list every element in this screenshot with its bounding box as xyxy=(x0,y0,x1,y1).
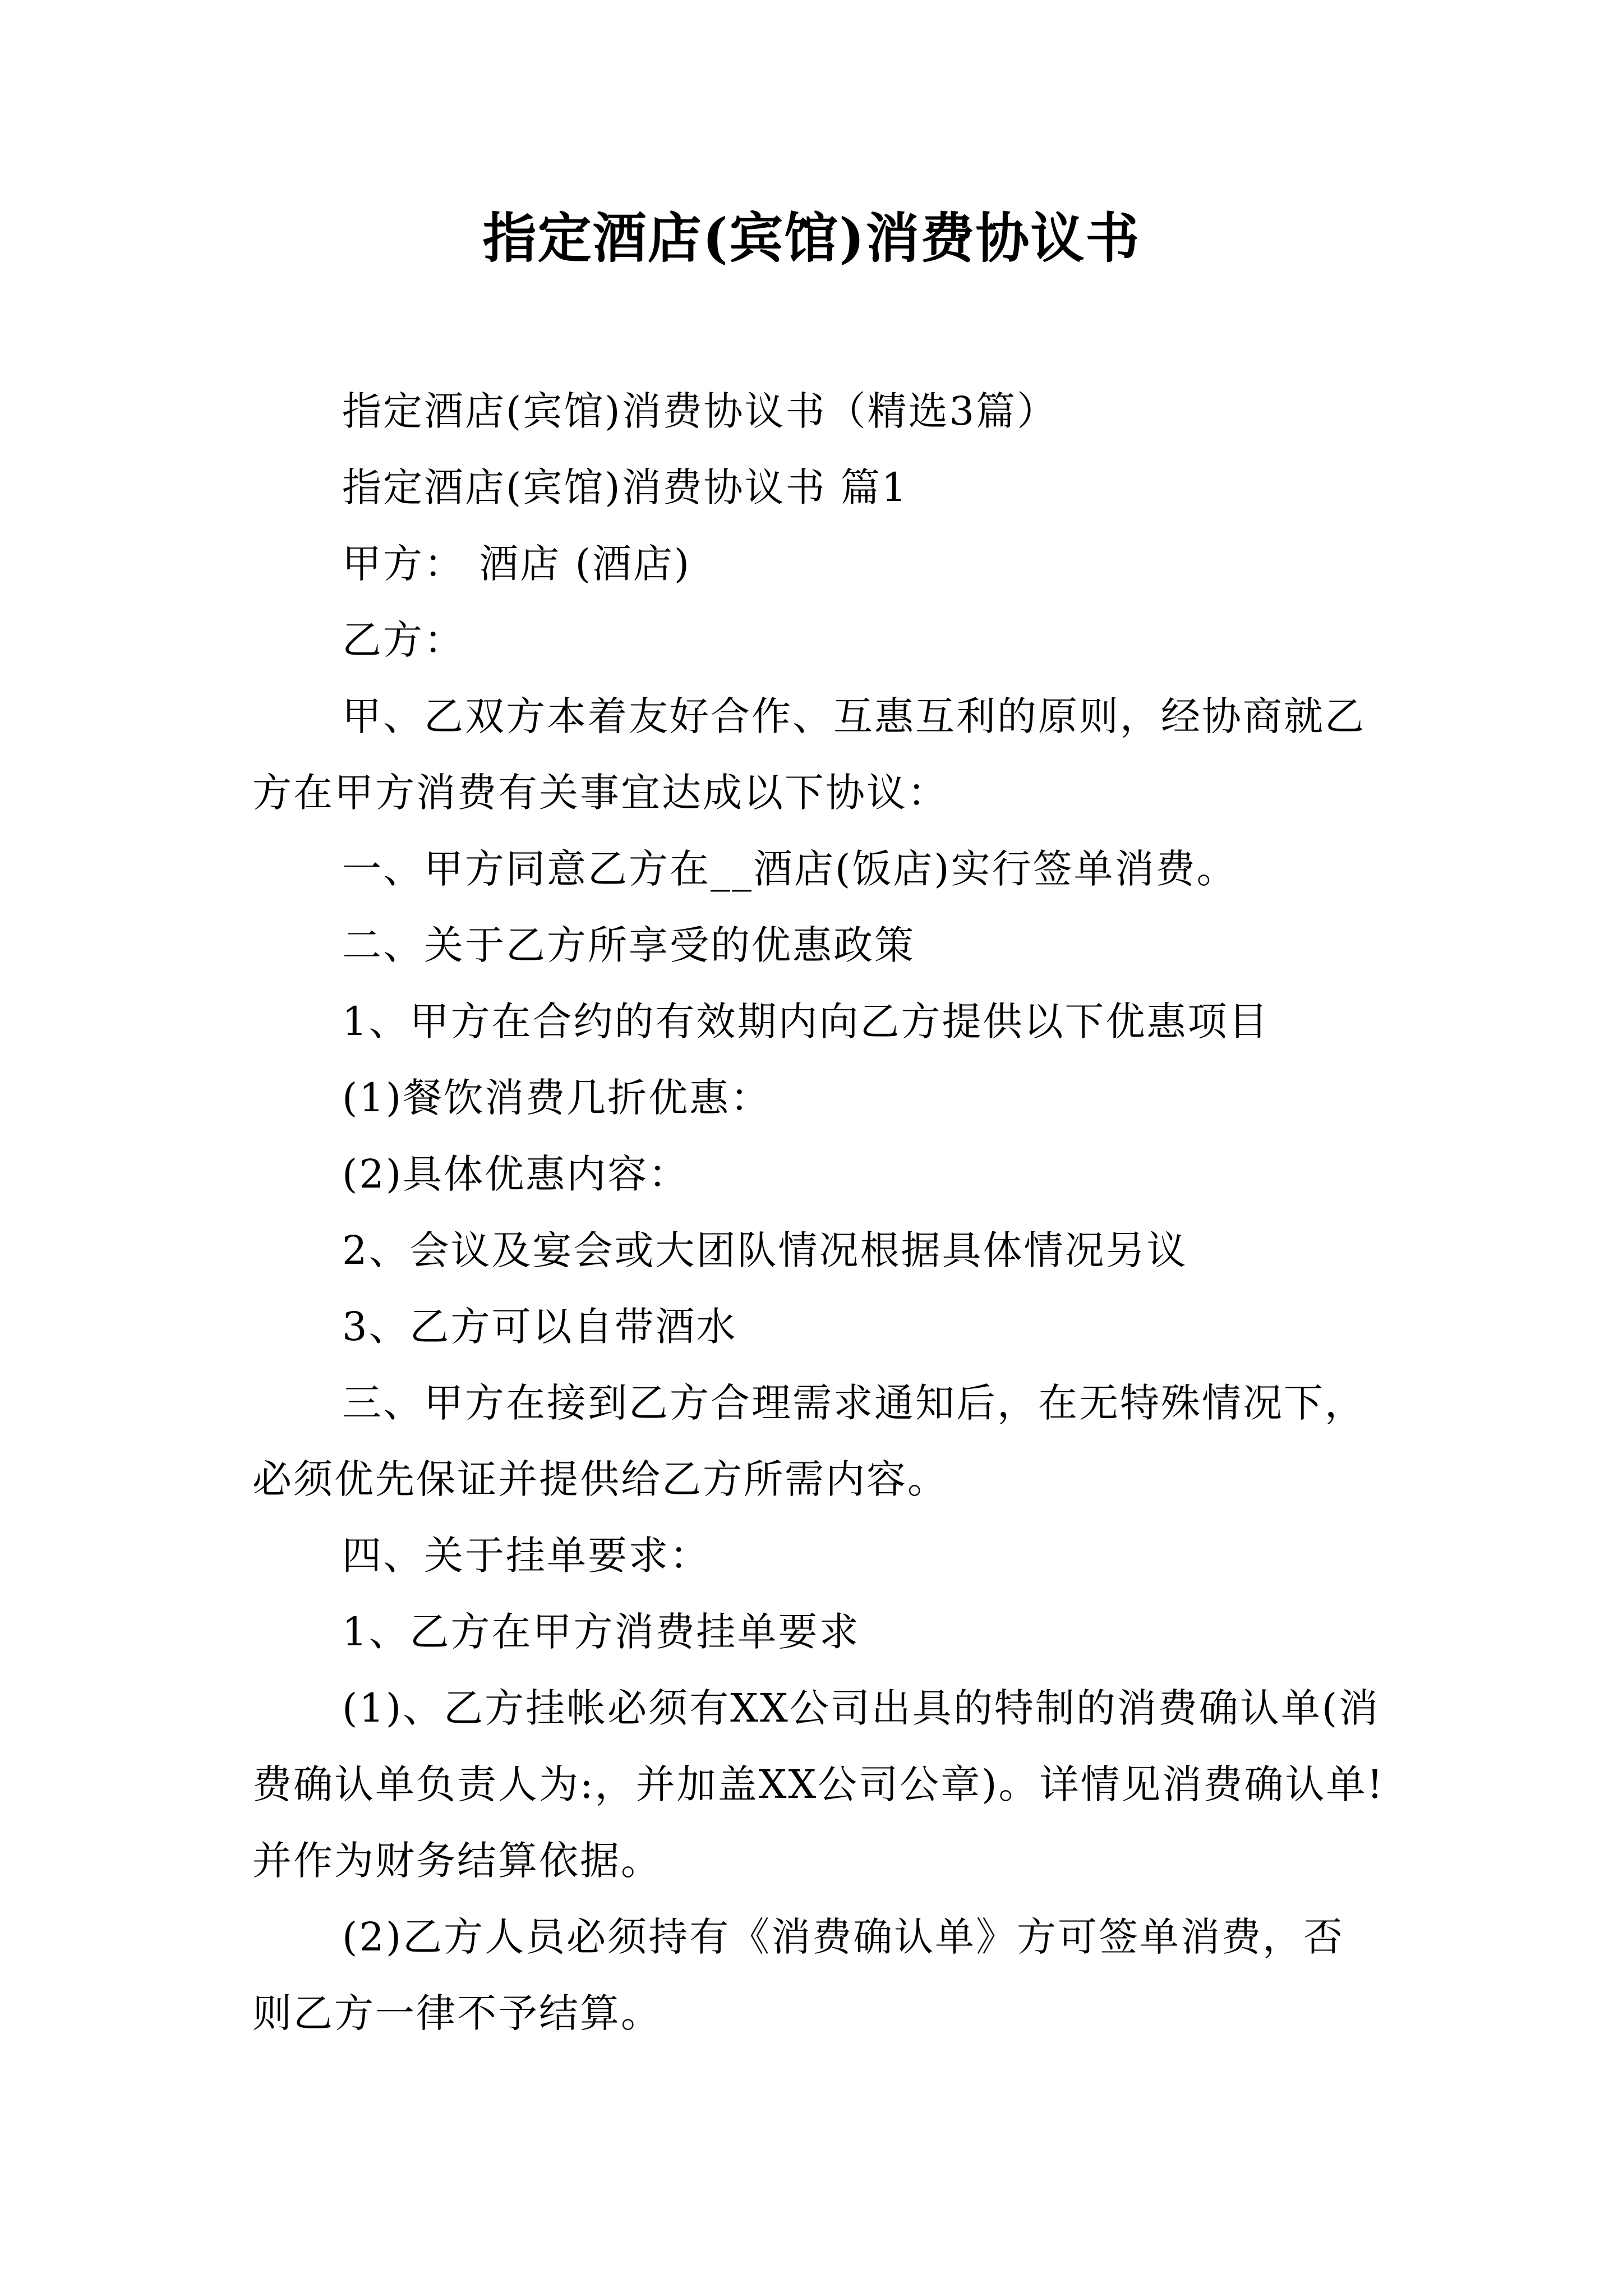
paragraph: 四、关于挂单要求： xyxy=(342,1533,711,1579)
paragraph: 乙方： xyxy=(342,617,465,663)
paragraph: 3、乙方可以自带酒水 xyxy=(342,1304,737,1350)
paragraph: 甲方： 酒店 (酒店) xyxy=(342,541,691,587)
paragraph: 甲、乙双方本着友好合作、互惠互利的原则，经协商就乙方在甲方消费有关事宜达成以下协议： xyxy=(252,693,1366,816)
paragraph: 1、乙方在甲方消费挂单要求 xyxy=(342,1609,860,1655)
paragraph: 二、关于乙方所享受的优惠政策 xyxy=(342,922,915,968)
paragraph: 三、甲方在接到乙方合理需求通知后，在无特殊情况下，必须优先保证并提供给乙方所需内容。 xyxy=(252,1380,1366,1502)
paragraph: 指定酒店(宾馆)消费协议书 篇1 xyxy=(342,464,909,510)
paragraph: 一、甲方同意乙方在__酒店(饭店)实行签单消费。 xyxy=(342,846,1238,892)
document-body xyxy=(252,373,1385,2051)
paragraph: (2)乙方人员必须持有《消费确认单》方可签单消费，否则乙方一律不予结算。 xyxy=(252,1914,1345,2036)
paragraph: 1、甲方在合约的有效期内向乙方提供以下优惠项目 xyxy=(342,999,1270,1045)
paragraph: (2)具体优惠内容： xyxy=(342,1151,690,1197)
document-title: 指定酒店(宾馆)消费协议书 xyxy=(482,206,1141,270)
paragraph: (1)、乙方挂帐必须有XX公司出具的特制的消费确认单(消费确认单负责人为:，并加盖XX公司公章)。详情见消费确认单!并作为财务结算依据。 xyxy=(252,1685,1385,1884)
paragraph: (1)餐饮消费几折优惠： xyxy=(342,1075,772,1121)
paragraph: 2、会议及宴会或大团队情况根据具体情况另议 xyxy=(342,1227,1188,1273)
paragraph: 指定酒店(宾馆)消费协议书（精选3篇） xyxy=(342,388,1058,434)
